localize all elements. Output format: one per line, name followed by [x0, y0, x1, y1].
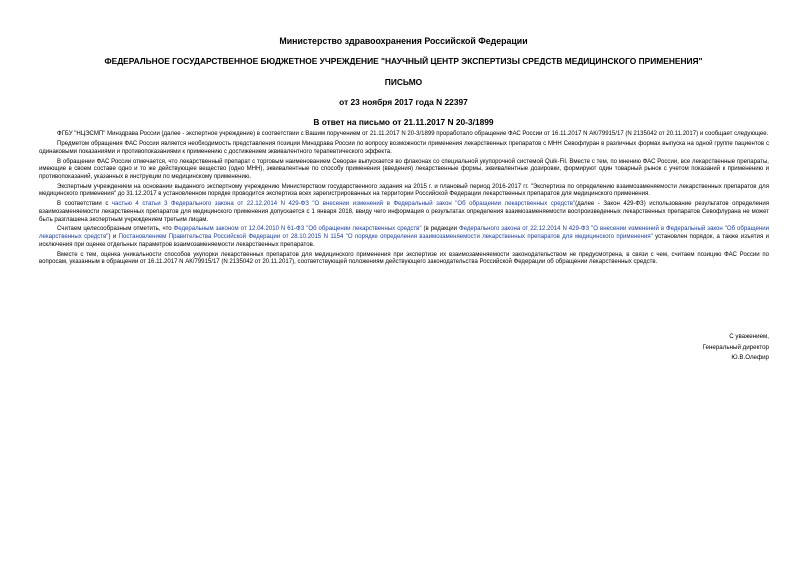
- ministry-heading: Министерство здравоохранения Российской Федерации: [279, 36, 528, 46]
- paragraph-6-mid-2: ) и: [108, 234, 119, 241]
- paragraph-6: [39, 226, 769, 249]
- paragraph-7: Вместе с тем, оценка уникальности способов укупорки лекарственных препаратов для медицинского применения при экспертизе их взаимозаменяемости законодательством не предусмотрена, в связи с чем, считаем позицию ФАС России по вопросам, указанным в обращении от 16.11.2017 N АК/79915/17 (N 2135042 от 20.11.2017), соответствующей положениям действующего законодательства Российской Федерации об обращении лекарственных средств.: [39, 251, 769, 266]
- paragraph-6-rest: установлен порядок, а также изъятия и исключения при оценке отдельных параметров взаимозаменяемости лекарственных препаратов.: [39, 234, 769, 248]
- paragraph-2: Предметом обращения ФАС России является необходимость представления позиции Минздрава России по вопросу возможности применения лекарственных препаратов с МНН Севофлуран в различных формах выпуска на одной группе пациентов с одинаковыми показаниями и противопоказаниями к применению с достижением эквивалентного терапевтического эффекта.: [39, 140, 769, 155]
- paragraph-6-lead: Считаем целесообразным отметить, что: [57, 226, 174, 233]
- paragraph-4: Экспертным учреждением на основании выданного экспертному учреждению Министерством государственного задания на 2015 г. и плановый период 2016-2017 гг. "Экспертиза по определению взаимозаменяемости лекарственных препаратов для медицинского применения" до 31.12.2017 в установленном порядке проводится экспертиза всех зарегистрированных на территории Российской Федерации лекарственных препаратов для медицинского применения.: [39, 183, 769, 198]
- paragraph-5-rest: (далее - Закон 429-ФЗ) использование результатов определения взаимозаменяемости лекарственных препаратов для медицинского применения допускается с 1 января 2018, ввиду чего информация о результатах определения взаимозаменяемости воспроизведенных лекарственных препаратов Севофлурана не может быть разглашена экспертным учреждением третьим лицам.: [39, 201, 769, 223]
- signature-block: [703, 332, 769, 364]
- law-429-link[interactable]: Федерального закона от 22.12.2014 N 429-ФЗ "О внесении изменений в Федеральный закон "Об обращении лекарственных средств": [39, 226, 769, 241]
- institution-heading: ФЕДЕРАЛЬНОЕ ГОСУДАРСТВЕННОЕ БЮДЖЕТНОЕ УЧРЕЖДЕНИЕ "НАУЧНЫЙ ЦЕНТР ЭКСПЕРТИЗЫ СРЕДСТВ МЕДИЦИНСКОГО ПРИМЕНЕНИЯ": [104, 56, 703, 66]
- law-429-article-link[interactable]: частью 4 статьи 3 Федерального закона от 22.12.2014 N 429-ФЗ "О внесении изменений в Федеральный закон "Об обращении лекарственных средств": [111, 201, 576, 208]
- signer-position: Генеральный директор: [702, 343, 769, 351]
- document-date: от 23 ноября 2017 года N 22397: [339, 97, 468, 107]
- paragraph-5-lead: В соответствии с: [57, 201, 112, 208]
- reply-reference: В ответ на письмо от 21.11.2017 N 20-3/1899: [313, 117, 494, 127]
- paragraph-6-mid-1: (в редакции: [421, 226, 460, 233]
- resolution-1154-link[interactable]: Постановлением Правительства Российской Федерации от 28.10.2015 N 1154 "О порядке определения взаимозаменяемости лекарственных препаратов для медицинского применения": [118, 234, 653, 241]
- paragraph-3: В обращении ФАС России отмечается, что лекарственный препарат с торговым наименованием Севоран выпускается во флаконах со специальной укупорочной системой Quik-Fil. Вместе с тем, по мнению ФАС России, все лекарственные препараты, имеющие в своем составе одно и то же действующее вещество (одно МНН), эквивалентные по способу применения (введения) лекарственные формы, эквивалентные дозировки, формируют один товарный рынок с учетом показаний к применению и противопоказаний, указанных в инструкции по медицинскому применению.: [39, 158, 769, 180]
- paragraph-1: ФГБУ "НЦЭСМП" Минздрава России (далее - экспертное учреждение) в соответствии с Вашим поручением от 21.11.2017 N 20-3/1899 проработало обращение ФАС России от 16.11.2017 N АК/79915/17 (N 2135042 от 20.11.2017) и сообщает следующее.: [57, 131, 769, 137]
- document-type: ПИСЬМО: [384, 77, 423, 87]
- signer-name: Ю.В.Олефир: [731, 354, 769, 362]
- closing-line: С уважением,: [729, 333, 769, 340]
- letter-body: [39, 131, 769, 269]
- law-61-link[interactable]: Федеральным законом от 12.04.2010 N 61-ФЗ "Об обращении лекарственных средств": [173, 226, 422, 233]
- paragraph-5: [39, 201, 769, 224]
